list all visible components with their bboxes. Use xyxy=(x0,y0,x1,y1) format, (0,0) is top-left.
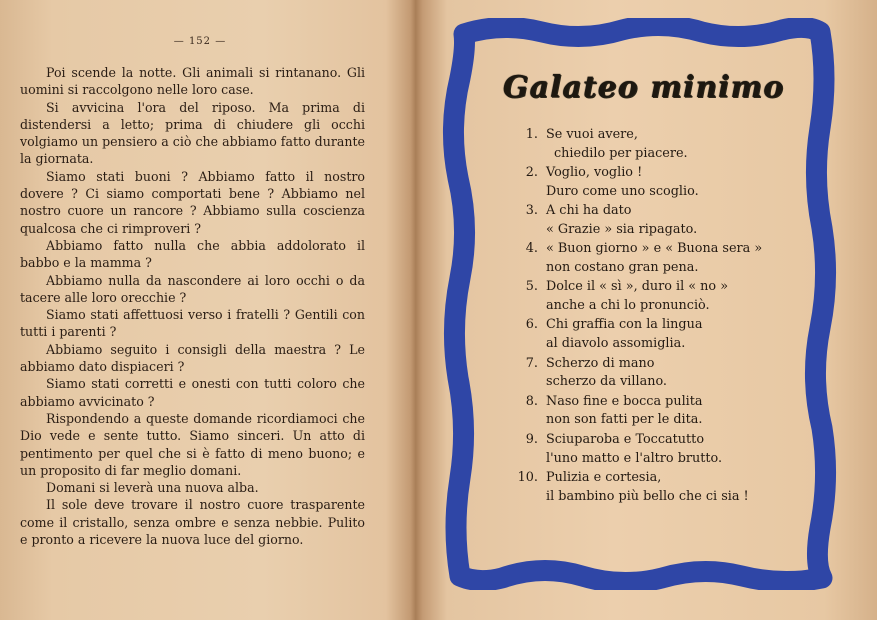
item-line: Voglio, voglio ! xyxy=(546,165,643,181)
item-line: non costano gran pena. xyxy=(546,260,699,276)
item-line: « Buon giorno » e « Buona sera » xyxy=(546,241,763,257)
item-line: « Grazie » sia ripagato. xyxy=(546,221,698,237)
item-number: 5. xyxy=(525,279,538,295)
list-item xyxy=(506,469,826,507)
item-line: Pulizia e cortesia, xyxy=(546,469,662,485)
item-number: 9. xyxy=(525,431,538,447)
list-item xyxy=(506,393,826,431)
paragraph: Siamo stati corretti e onesti con tutti coloro che abbiamo avvicinato ? xyxy=(20,376,365,409)
list-item xyxy=(506,240,826,278)
poem-title: Galateo minimo xyxy=(502,70,785,105)
body-text xyxy=(20,64,365,548)
item-number: 2. xyxy=(525,165,538,181)
item-number: 8. xyxy=(525,393,538,409)
item-line: Dolce il « sì », duro il « no » xyxy=(546,279,729,295)
rules-list xyxy=(506,126,826,507)
list-item xyxy=(506,126,826,164)
item-line: Duro come uno scoglio. xyxy=(546,183,699,199)
item-number: 4. xyxy=(525,241,538,257)
item-line: Chi graffia con la lingua xyxy=(546,317,703,333)
list-item xyxy=(506,202,826,240)
list-item xyxy=(506,355,826,393)
paragraph: Siamo stati buoni ? Abbiamo fatto il nostro dovere ? Ci siamo comportati bene ? Abbiamo nel nostro cuore un rancore ? Abbiamo sulla coscienza qualcosa che ci rimproveri ? xyxy=(20,168,365,236)
item-line: Scherzo di mano xyxy=(546,355,655,371)
list-item xyxy=(506,164,826,202)
paragraph: Il sole deve trovare il nostro cuore trasparente come il cristallo, senza ombre e senza nebbie. Pulito e pronto a ricevere la nuova luce del giorno. xyxy=(20,497,365,548)
item-number: 1. xyxy=(525,127,538,142)
list-item xyxy=(506,278,826,316)
paragraph: Abbiamo fatto nulla che abbia addolorato il babbo e la mamma ? xyxy=(20,237,365,271)
item-line: A chi ha dato xyxy=(546,203,632,219)
item-line: non son fatti per le dita. xyxy=(546,412,703,428)
left-page xyxy=(0,0,414,620)
paragraph: Rispondendo a queste domande ricordiamoci che Dio vede e sente tutto. Siamo sinceri. Un atto di pentimento per quel che si è fatto di meno buono; e un proposito di far meglio domani. xyxy=(20,410,365,478)
item-line: anche a chi lo pronunciò. xyxy=(546,298,710,314)
item-line: chiedilo per piacere. xyxy=(554,145,688,161)
item-number: 7. xyxy=(525,355,538,371)
item-line: Naso fine e bocca pulita xyxy=(546,393,703,409)
page-number: — 152 — xyxy=(173,36,227,47)
list-item xyxy=(506,431,826,469)
item-line: scherzo da villano. xyxy=(546,374,667,390)
item-number: 10. xyxy=(517,469,538,485)
item-line: Se vuoi avere, xyxy=(546,127,638,142)
list-item xyxy=(506,316,826,354)
paragraph: Si avvicina l'ora del riposo. Ma prima di distendersi a letto; prima di chiudere gli occhi volgiamo un pensiero a ciò che abbiamo fatto durante la giornata. xyxy=(20,99,365,167)
paragraph: Abbiamo seguito i consigli della maestra ? Le abbiamo dato dispiaceri ? xyxy=(20,341,365,375)
right-page xyxy=(414,0,877,620)
paragraph: Poi scende la notte. Gli animali si rintanano. Gli uomini si raccolgono nelle loro case. xyxy=(20,65,365,98)
item-number: 6. xyxy=(525,317,538,333)
paragraph: Abbiamo nulla da nascondere ai loro occhi o da tacere alle loro orecchie ? xyxy=(20,272,365,305)
item-line: al diavolo assomiglia. xyxy=(546,336,686,352)
paragraph: Domani si leverà una nuova alba. xyxy=(46,480,259,496)
item-number: 3. xyxy=(525,203,538,219)
paragraph: Siamo stati affettuosi verso i fratelli ? Gentili con tutti i parenti ? xyxy=(20,307,365,340)
item-line: Sciuparoba e Toccatutto xyxy=(546,431,705,447)
item-line: l'uno matto e l'altro brutto. xyxy=(546,450,723,466)
item-line: il bambino più bello che ci sia ! xyxy=(546,488,749,504)
